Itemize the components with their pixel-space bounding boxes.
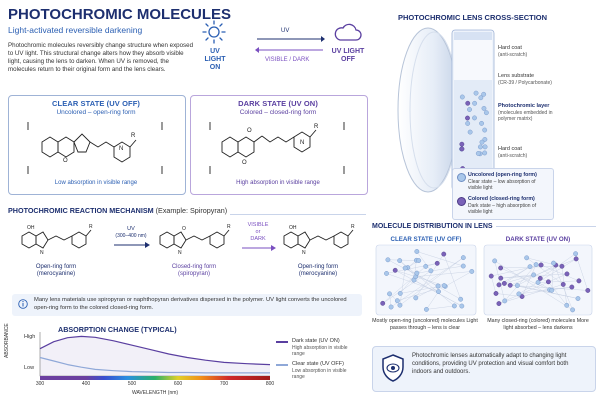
open-ring-molecule bbox=[387, 292, 391, 296]
open-ring-molecule bbox=[436, 289, 440, 293]
clear-state-note: Low absorption in visible range bbox=[54, 180, 138, 186]
open-ring-molecule bbox=[467, 107, 471, 111]
mechanism-arrow2-top: VISIBLE bbox=[247, 222, 269, 228]
uv-on-label: UV LIGHT ON bbox=[204, 48, 226, 71]
label-hardcoat-bottom-sub: (anti-scratch) bbox=[498, 153, 528, 159]
open-ring-molecule bbox=[482, 106, 486, 110]
open-ring-molecule bbox=[468, 130, 472, 134]
open-ring-molecule bbox=[503, 299, 507, 303]
legend-open-desc: Clear state – low absorption of visible light bbox=[468, 179, 536, 191]
mechanism-arrow2-mid: or bbox=[255, 229, 261, 235]
svg-text:OH: OH bbox=[289, 225, 297, 231]
dark-state-note: High absorption in visible range bbox=[236, 180, 320, 186]
distribution-title: MOLECULE DISTRIBUTION IN LENS bbox=[372, 223, 496, 230]
cross-section-title: PHOTOCHROMIC LENS CROSS-SECTION bbox=[398, 13, 548, 22]
open-ring-molecule bbox=[417, 258, 421, 262]
svg-text:N: N bbox=[40, 250, 44, 256]
mechanism-step3-label: Open-ring form bbox=[297, 264, 339, 270]
x-tick-label: 600 bbox=[173, 381, 183, 387]
mechanism-title-text: PHOTOCHROMIC REACTION MECHANISM bbox=[8, 206, 154, 215]
distribution-dark-title: DARK STATE (UV ON) bbox=[505, 236, 571, 243]
open-ring-molecule bbox=[424, 264, 428, 268]
clear-state-title: CLEAR STATE (UV OFF) bbox=[52, 99, 140, 108]
open-ring-molecule bbox=[442, 283, 446, 287]
closed-ring-molecule bbox=[497, 301, 501, 305]
open-ring-molecule bbox=[472, 116, 476, 120]
open-ring-molecule bbox=[551, 261, 555, 265]
mechanism-arrow2-bot: DARK bbox=[250, 236, 266, 242]
x-tick-label: 500 bbox=[127, 381, 137, 387]
open-ring-molecule bbox=[565, 303, 569, 307]
intro-text: Photochromic molecules reversibly change structure when exposed to UV light. This structural change alters how they absorb visible light, causing the lens to darken. When UV is removed, the molecules return to their original form and the lens clears. bbox=[8, 42, 194, 73]
closed-ring-molecule bbox=[561, 282, 565, 286]
uv-reverse-label: VISIBLE / DARK bbox=[265, 57, 310, 63]
mechanism-step2-structure bbox=[156, 222, 236, 262]
y-high-label: High bbox=[24, 334, 36, 340]
mechanism-step1-structure bbox=[18, 222, 98, 262]
legend-clear-swatch bbox=[276, 364, 288, 366]
closed-ring-molecule bbox=[546, 280, 550, 284]
open-ring-molecule bbox=[415, 271, 419, 275]
mechanism-arrow2 bbox=[242, 245, 276, 251]
uv-forward-label: UV bbox=[281, 28, 290, 34]
closed-ring-molecule bbox=[465, 116, 469, 120]
x-tick-label: 800 bbox=[265, 381, 275, 387]
open-ring-molecule bbox=[550, 288, 554, 292]
legend-dark-desc: High absorption in visible range bbox=[292, 345, 348, 357]
open-ring-molecule bbox=[474, 91, 478, 95]
distribution-dark-panel bbox=[484, 245, 592, 315]
closed-ring-molecule bbox=[435, 261, 439, 265]
dark-state-subtitle: Colored – closed-ring form bbox=[239, 109, 317, 116]
open-ring-molecule bbox=[482, 128, 486, 132]
legend-closed-desc: Dark state – high absorption of visible light bbox=[468, 203, 537, 215]
closed-ring-molecule bbox=[586, 288, 590, 292]
page-title: PHOTOCHROMIC MOLECULES bbox=[8, 6, 232, 23]
svg-text:O: O bbox=[182, 226, 186, 232]
legend-clear-title: Clear state (UV OFF) bbox=[292, 361, 344, 367]
svg-text:N: N bbox=[178, 250, 182, 256]
open-ring-molecule bbox=[389, 305, 393, 309]
y-low-label: Low bbox=[24, 365, 35, 371]
open-ring-molecule bbox=[534, 262, 538, 266]
closed-ring-molecule bbox=[442, 252, 446, 256]
distribution-clear-panel bbox=[376, 245, 476, 315]
open-ring-molecule bbox=[452, 304, 456, 308]
open-ring-molecule bbox=[395, 299, 399, 303]
closed-ring-molecule bbox=[539, 263, 543, 267]
open-ring-molecule bbox=[460, 304, 464, 308]
open-ring-molecule bbox=[384, 271, 388, 275]
open-ring-molecule bbox=[386, 258, 390, 262]
dark-state-area bbox=[40, 336, 270, 376]
open-ring-molecule bbox=[398, 291, 402, 295]
closed-ring-molecule bbox=[494, 291, 498, 295]
open-ring-molecule bbox=[479, 96, 483, 100]
label-hardcoat-bottom: Hard coat bbox=[498, 146, 522, 152]
closed-ring-molecule bbox=[570, 285, 574, 289]
closed-ring-molecule bbox=[498, 266, 502, 270]
legend-dark-swatch bbox=[276, 341, 288, 343]
mechanism-step3-sub: (merocyanine) bbox=[298, 271, 338, 277]
label-substrate: Lens substrate bbox=[498, 73, 535, 79]
closed-ring-molecule bbox=[502, 281, 506, 285]
mechanism-example: (Example: Spiropyran) bbox=[155, 206, 228, 215]
open-ring-molecule bbox=[536, 280, 540, 284]
open-ring-molecule bbox=[531, 273, 535, 277]
legend-closed-dot bbox=[457, 197, 466, 206]
svg-text:N: N bbox=[302, 250, 306, 256]
absorption-ylabel: ABSORBANCE bbox=[4, 323, 10, 358]
legend-closed-title: Colored (closed-ring form) bbox=[468, 196, 535, 202]
shield-icon bbox=[380, 353, 406, 383]
svg-text:OH: OH bbox=[27, 225, 35, 231]
absorption-title: ABSORPTION CHANGE (TYPICAL) bbox=[58, 325, 177, 334]
x-tick-label: 300 bbox=[35, 381, 45, 387]
open-ring-molecule bbox=[458, 297, 462, 301]
svg-text:N: N bbox=[119, 146, 124, 152]
open-ring-molecule bbox=[528, 264, 532, 268]
closed-ring-molecule bbox=[381, 301, 385, 305]
label-photochromic-layer-sub: (molecules embedded in polymer matrix) bbox=[498, 110, 553, 122]
svg-text:R: R bbox=[351, 224, 355, 230]
open-ring-molecule bbox=[472, 101, 476, 105]
mechanism-step2-sub: (spiropyran) bbox=[177, 271, 210, 277]
x-ticks bbox=[35, 381, 275, 389]
mechanism-arrow1-sub: (300–400 nm) bbox=[115, 233, 147, 239]
sun-icon bbox=[202, 20, 226, 44]
legend-clear-desc: Low absorption in visible range bbox=[292, 368, 347, 380]
open-ring-molecule bbox=[524, 256, 528, 260]
absorption-xlabel: WAVELENGTH (nm) bbox=[131, 390, 179, 396]
closed-ring-molecule bbox=[565, 272, 569, 276]
open-ring-structure bbox=[20, 120, 170, 175]
info-circle-icon bbox=[18, 299, 28, 309]
open-ring-molecule bbox=[436, 284, 440, 288]
svg-text:O: O bbox=[242, 160, 247, 166]
open-ring-molecule bbox=[470, 269, 474, 273]
svg-text:R: R bbox=[89, 224, 93, 230]
svg-text:O: O bbox=[247, 128, 252, 134]
legend-open-dot bbox=[457, 173, 466, 182]
open-ring-molecule bbox=[476, 151, 480, 155]
open-ring-molecule bbox=[415, 249, 419, 253]
mechanism-step1-sub: (merocyanine) bbox=[36, 271, 76, 277]
mechanism-arrow1 bbox=[114, 242, 150, 248]
info-box-text: Photochromic lenses automatically adapt to changing light conditions, providing UV protection and visual comfort both indoors and outdoors. bbox=[412, 353, 569, 375]
open-ring-molecule bbox=[484, 110, 488, 114]
open-ring-molecule bbox=[573, 251, 577, 255]
distribution-clear-title: CLEAR STATE (UV OFF) bbox=[390, 236, 462, 243]
closed-ring-molecule bbox=[460, 147, 464, 151]
dark-state-title: DARK STATE (UV ON) bbox=[238, 99, 318, 108]
reverse-arrow bbox=[255, 47, 325, 53]
closed-ring-molecule bbox=[466, 101, 470, 105]
lens-layer-magnified bbox=[452, 30, 494, 190]
open-ring-molecule bbox=[479, 121, 483, 125]
clear-state-subtitle: Uncolored – open-ring form bbox=[56, 109, 136, 116]
closed-ring-molecule bbox=[508, 283, 512, 287]
open-ring-molecule bbox=[576, 296, 580, 300]
open-ring-molecule bbox=[461, 264, 465, 268]
uv-off-label: UV LIGHT OFF bbox=[331, 48, 365, 63]
closed-ring-molecule bbox=[560, 264, 564, 268]
open-ring-molecule bbox=[515, 283, 519, 287]
open-ring-molecule bbox=[429, 269, 433, 273]
label-hardcoat-top-sub: (anti-scratch) bbox=[498, 52, 528, 58]
open-ring-molecule bbox=[397, 258, 401, 262]
label-photochromic-layer: Photochromic layer bbox=[498, 103, 550, 109]
spectrum-bar bbox=[40, 376, 270, 380]
open-ring-molecule bbox=[424, 307, 428, 311]
svg-text:R: R bbox=[131, 133, 136, 139]
open-ring-molecule bbox=[483, 145, 487, 149]
closed-ring-molecule bbox=[489, 274, 493, 278]
svg-text:R: R bbox=[314, 124, 319, 130]
svg-text:N: N bbox=[300, 140, 305, 146]
absorption-chart bbox=[40, 332, 270, 378]
open-ring-molecule bbox=[492, 259, 496, 263]
label-substrate-sub: (CR-39 / Polycarbonate) bbox=[498, 80, 552, 86]
mechanism-arrow1-top: UV bbox=[127, 226, 135, 232]
svg-text:R: R bbox=[227, 224, 231, 230]
closed-ring-molecule bbox=[538, 276, 542, 280]
label-hardcoat-top: Hard coat bbox=[498, 45, 522, 51]
open-ring-molecule bbox=[478, 145, 482, 149]
open-ring-molecule bbox=[398, 303, 402, 307]
mechanism-step2-label: Closed-ring form bbox=[171, 264, 217, 270]
svg-text:O: O bbox=[63, 158, 68, 164]
closed-ring-molecule bbox=[577, 279, 581, 283]
x-tick-label: 400 bbox=[81, 381, 91, 387]
mechanism-step3-structure bbox=[280, 222, 360, 262]
closed-ring-molecule bbox=[393, 268, 397, 272]
open-ring-molecule bbox=[403, 266, 407, 270]
mechanism-note: Many lens materials use spiropyran or naphthopyran derivatives dispersed in the polymer. UV light converts the uncolored open-ring form to the colored closed-ring form. bbox=[34, 297, 347, 311]
closed-ring-molecule bbox=[497, 283, 501, 287]
cloud-icon bbox=[334, 22, 362, 42]
page-subtitle: Light-activated reversible darkening bbox=[8, 25, 143, 35]
legend-dark-title: Dark state (UV ON) bbox=[292, 338, 340, 344]
open-ring-molecule bbox=[461, 255, 465, 259]
open-ring-molecule bbox=[482, 151, 486, 155]
closed-ring-molecule bbox=[499, 276, 503, 280]
open-ring-molecule bbox=[465, 121, 469, 125]
open-ring-molecule bbox=[570, 308, 574, 312]
mechanism-step1-label: Open-ring form bbox=[35, 264, 77, 270]
closed-ring-molecule bbox=[460, 142, 464, 146]
open-ring-molecule bbox=[414, 296, 418, 300]
open-ring-molecule bbox=[480, 140, 484, 144]
open-ring-molecule bbox=[517, 292, 521, 296]
closed-ring-structure bbox=[202, 120, 352, 175]
distribution-clear-caption: Mostly open-ring (uncolored) molecules Light passes through – lens is clear bbox=[372, 318, 478, 331]
distribution-dark-caption: Many closed-ring (colored) molecules More light absorbed – lens darkens bbox=[487, 318, 589, 331]
forward-arrow bbox=[255, 36, 325, 42]
closed-ring-molecule bbox=[574, 257, 578, 261]
open-ring-molecule bbox=[460, 95, 464, 99]
x-tick-label: 700 bbox=[219, 381, 229, 387]
legend-open-title: Uncolored (open-ring form) bbox=[468, 172, 537, 178]
mechanism-title bbox=[8, 206, 230, 215]
